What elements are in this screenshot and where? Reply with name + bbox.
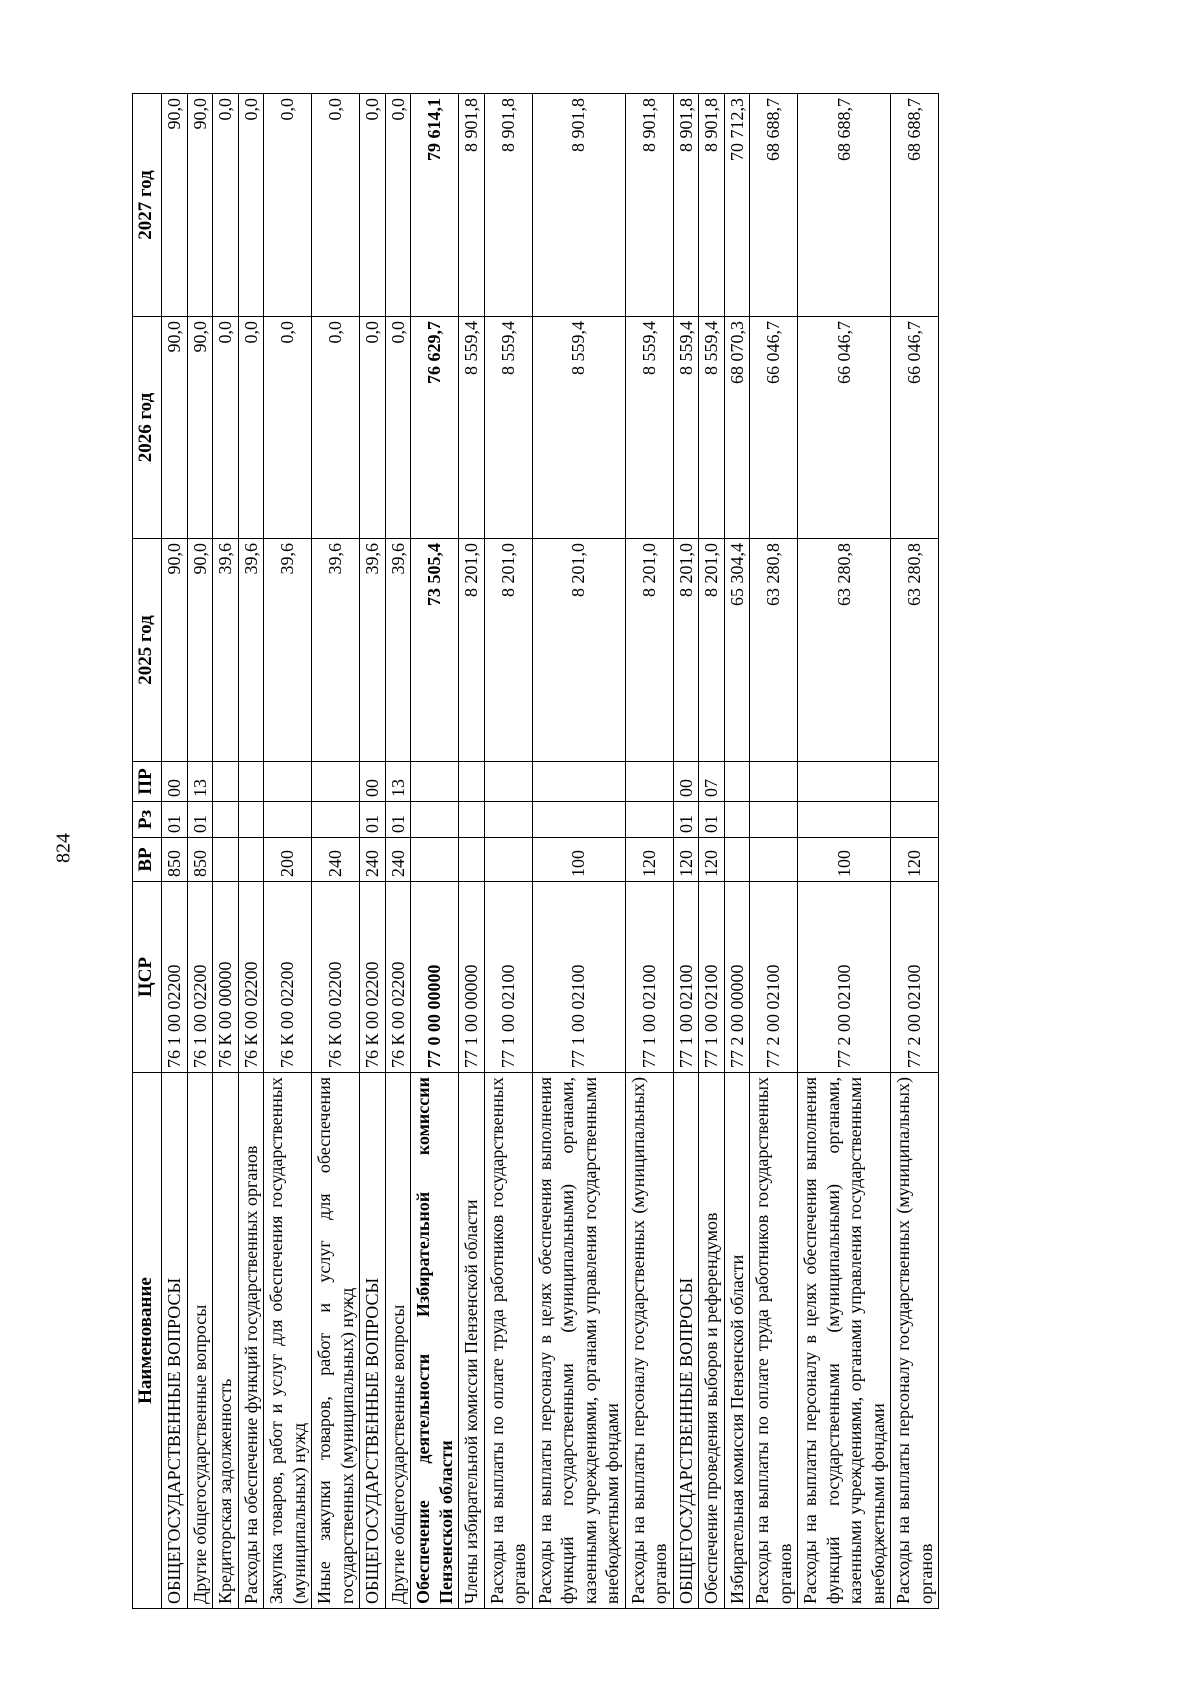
header-2025: 2025 год (133, 539, 162, 762)
cell-name: Другие общегосударственные вопросы (385, 1073, 411, 1609)
cell-csr: 77 2 00 02100 (891, 882, 939, 1073)
cell-pr: 00 (162, 762, 188, 802)
cell-y2027: 0,0 (312, 94, 360, 317)
cell-csr: 76 1 00 02200 (162, 882, 188, 1073)
table-row (162, 94, 188, 1609)
cell-y2025: 39,6 (213, 539, 239, 762)
cell-pr: 00 (673, 762, 699, 802)
header-vr: ВР (133, 838, 162, 882)
cell-rz (750, 802, 798, 838)
cell-y2025: 8 201,0 (699, 539, 725, 762)
cell-y2025: 90,0 (187, 539, 213, 762)
cell-y2027: 90,0 (187, 94, 213, 317)
cell-pr (798, 762, 891, 802)
cell-name: Избирательная комиссия Пензенской области (724, 1073, 750, 1609)
cell-rz: 01 (673, 802, 699, 838)
cell-vr: 850 (162, 838, 188, 882)
cell-y2026: 0,0 (264, 317, 312, 539)
cell-name: Расходы на обеспечение функций государственных органов (238, 1073, 264, 1609)
cell-name: Закупка товаров, работ и услуг для обеспечения государственных (муниципальных) нужд (264, 1073, 312, 1609)
cell-pr (724, 762, 750, 802)
cell-vr: 850 (187, 838, 213, 882)
cell-y2026: 0,0 (360, 317, 386, 539)
cell-y2025: 63 280,8 (798, 539, 891, 762)
cell-name: Обеспечение проведения выборов и референдумов (699, 1073, 725, 1609)
cell-csr: 77 0 00 00000 (411, 882, 459, 1073)
header-pr: ПР (133, 762, 162, 802)
cell-pr (213, 762, 239, 802)
cell-y2025: 63 280,8 (891, 539, 939, 762)
cell-pr (238, 762, 264, 802)
cell-vr: 100 (532, 838, 625, 882)
cell-y2027: 68 688,7 (798, 94, 891, 317)
cell-name: Расходы на выплаты по оплате труда работников государственных органов (484, 1073, 532, 1609)
cell-vr: 120 (891, 838, 939, 882)
cell-pr (532, 762, 625, 802)
cell-vr (484, 838, 532, 882)
table-body (162, 94, 939, 1609)
cell-pr (459, 762, 485, 802)
table-row (213, 94, 239, 1609)
cell-y2026: 66 046,7 (798, 317, 891, 539)
cell-csr: 77 1 00 00000 (459, 882, 485, 1073)
cell-vr: 120 (673, 838, 699, 882)
cell-rz (798, 802, 891, 838)
table-row (798, 94, 891, 1609)
cell-y2025: 8 201,0 (673, 539, 699, 762)
cell-vr (724, 838, 750, 882)
cell-vr: 240 (312, 838, 360, 882)
cell-y2025: 39,6 (264, 539, 312, 762)
cell-y2027: 0,0 (385, 94, 411, 317)
cell-name: Расходы на выплаты персоналу в целях обеспечения выполнения функций государственными (муниципальными) органами, казенными учреждениями, органами управления государственными внебюджетными фондами (532, 1073, 625, 1609)
table-row (750, 94, 798, 1609)
cell-pr: 00 (360, 762, 386, 802)
cell-pr (750, 762, 798, 802)
cell-vr (750, 838, 798, 882)
cell-y2026: 0,0 (213, 317, 239, 539)
cell-rz (411, 802, 459, 838)
cell-csr: 77 1 00 02100 (625, 882, 673, 1073)
cell-vr (411, 838, 459, 882)
cell-y2026: 8 559,4 (532, 317, 625, 539)
cell-rz: 01 (385, 802, 411, 838)
cell-pr (312, 762, 360, 802)
cell-csr: 76 К 00 02200 (264, 882, 312, 1073)
cell-y2025: 8 201,0 (484, 539, 532, 762)
cell-y2026: 76 629,7 (411, 317, 459, 539)
cell-pr: 13 (187, 762, 213, 802)
cell-name: Расходы на выплаты персоналу государственных (муниципальных) органов (891, 1073, 939, 1609)
cell-pr (625, 762, 673, 802)
cell-y2026: 66 046,7 (750, 317, 798, 539)
cell-y2027: 8 901,8 (699, 94, 725, 317)
cell-rz (264, 802, 312, 838)
table-row (360, 94, 386, 1609)
cell-pr (411, 762, 459, 802)
cell-name: Расходы на выплаты по оплате труда работников государственных органов (750, 1073, 798, 1609)
cell-y2025: 39,6 (360, 539, 386, 762)
header-name: Наименование (133, 1073, 162, 1609)
header-2026: 2026 год (133, 317, 162, 539)
table-row (238, 94, 264, 1609)
cell-name: Обеспечение деятельности Избирательной комиссии Пензенской области (411, 1073, 459, 1609)
cell-y2027: 8 901,8 (673, 94, 699, 317)
cell-csr: 76 К 00 02200 (385, 882, 411, 1073)
cell-csr: 76 К 00 00000 (213, 882, 239, 1073)
cell-name: ОБЩЕГОСУДАРСТВЕННЫЕ ВОПРОСЫ (360, 1073, 386, 1609)
cell-pr (891, 762, 939, 802)
cell-y2027: 8 901,8 (484, 94, 532, 317)
table-header-row (133, 94, 162, 1609)
cell-y2027: 70 712,3 (724, 94, 750, 317)
cell-name: Другие общегосударственные вопросы (187, 1073, 213, 1609)
cell-y2026: 66 046,7 (891, 317, 939, 539)
cell-csr: 77 1 00 02100 (484, 882, 532, 1073)
cell-pr: 07 (699, 762, 725, 802)
cell-y2025: 8 201,0 (532, 539, 625, 762)
cell-rz (238, 802, 264, 838)
cell-rz (312, 802, 360, 838)
cell-y2027: 79 614,1 (411, 94, 459, 317)
cell-vr (213, 838, 239, 882)
cell-vr: 120 (625, 838, 673, 882)
header-2027: 2027 год (133, 94, 162, 317)
cell-y2025: 8 201,0 (625, 539, 673, 762)
cell-rz (532, 802, 625, 838)
cell-csr: 77 1 00 02100 (673, 882, 699, 1073)
cell-y2025: 73 505,4 (411, 539, 459, 762)
table-row (459, 94, 485, 1609)
cell-y2027: 0,0 (264, 94, 312, 317)
cell-csr: 77 2 00 02100 (798, 882, 891, 1073)
table-row (187, 94, 213, 1609)
cell-y2027: 8 901,8 (625, 94, 673, 317)
cell-vr (459, 838, 485, 882)
cell-rz: 01 (360, 802, 386, 838)
table-row (312, 94, 360, 1609)
cell-y2026: 0,0 (238, 317, 264, 539)
table-row (532, 94, 625, 1609)
cell-rz (213, 802, 239, 838)
cell-y2026: 8 559,4 (699, 317, 725, 539)
cell-y2025: 90,0 (162, 539, 188, 762)
cell-rz (891, 802, 939, 838)
cell-pr: 13 (385, 762, 411, 802)
cell-name: Расходы на выплаты персоналу в целях обеспечения выполнения функций государственными (муниципальными) органами, казенными учреждениями, органами управления государственными внебюджетными фондами (798, 1073, 891, 1609)
rotated-table-container (132, 94, 1067, 1609)
page-number: 824 (52, 833, 75, 863)
table-row (724, 94, 750, 1609)
cell-name: Члены избирательной комиссии Пензенской области (459, 1073, 485, 1609)
cell-vr: 240 (385, 838, 411, 882)
header-csr: ЦСР (133, 882, 162, 1073)
cell-vr (238, 838, 264, 882)
table-row (385, 94, 411, 1609)
cell-csr: 77 2 00 00000 (724, 882, 750, 1073)
table-row (264, 94, 312, 1609)
cell-y2026: 8 559,4 (484, 317, 532, 539)
cell-y2027: 0,0 (238, 94, 264, 317)
cell-name: Иные закупки товаров, работ и услуг для обеспечения государственных (муниципальных) нужд (312, 1073, 360, 1609)
cell-pr (484, 762, 532, 802)
cell-rz: 01 (162, 802, 188, 838)
cell-csr: 76 1 00 02200 (187, 882, 213, 1073)
cell-vr: 120 (699, 838, 725, 882)
budget-table (132, 93, 939, 1609)
cell-vr: 200 (264, 838, 312, 882)
cell-rz (724, 802, 750, 838)
table-row (673, 94, 699, 1609)
cell-y2026: 90,0 (162, 317, 188, 539)
cell-y2026: 8 559,4 (673, 317, 699, 539)
table-row (699, 94, 725, 1609)
cell-y2025: 63 280,8 (750, 539, 798, 762)
cell-csr: 77 1 00 02100 (699, 882, 725, 1073)
cell-csr: 76 К 00 02200 (360, 882, 386, 1073)
cell-name: ОБЩЕГОСУДАРСТВЕННЫЕ ВОПРОСЫ (162, 1073, 188, 1609)
cell-y2026: 8 559,4 (625, 317, 673, 539)
cell-csr: 76 К 00 02200 (238, 882, 264, 1073)
table-row (625, 94, 673, 1609)
cell-rz (625, 802, 673, 838)
cell-y2026: 0,0 (385, 317, 411, 539)
cell-y2027: 8 901,8 (459, 94, 485, 317)
cell-name: Кредиторская задолженность (213, 1073, 239, 1609)
cell-rz: 01 (699, 802, 725, 838)
cell-y2025: 39,6 (385, 539, 411, 762)
cell-rz: 01 (187, 802, 213, 838)
cell-y2025: 39,6 (312, 539, 360, 762)
cell-pr (264, 762, 312, 802)
table-row (891, 94, 939, 1609)
cell-y2026: 90,0 (187, 317, 213, 539)
cell-y2025: 39,6 (238, 539, 264, 762)
cell-vr: 240 (360, 838, 386, 882)
cell-vr: 100 (798, 838, 891, 882)
cell-y2027: 68 688,7 (891, 94, 939, 317)
cell-y2025: 65 304,4 (724, 539, 750, 762)
cell-csr: 77 1 00 02100 (532, 882, 625, 1073)
cell-csr: 76 К 00 02200 (312, 882, 360, 1073)
table-row (411, 94, 459, 1609)
cell-name: Расходы на выплаты персоналу государственных (муниципальных) органов (625, 1073, 673, 1609)
cell-y2027: 68 688,7 (750, 94, 798, 317)
cell-y2027: 90,0 (162, 94, 188, 317)
cell-y2027: 0,0 (360, 94, 386, 317)
cell-rz (459, 802, 485, 838)
cell-y2026: 0,0 (312, 317, 360, 539)
cell-y2027: 8 901,8 (532, 94, 625, 317)
cell-y2025: 8 201,0 (459, 539, 485, 762)
cell-rz (484, 802, 532, 838)
cell-y2026: 8 559,4 (459, 317, 485, 539)
cell-y2027: 0,0 (213, 94, 239, 317)
table-row (484, 94, 532, 1609)
cell-name: ОБЩЕГОСУДАРСТВЕННЫЕ ВОПРОСЫ (673, 1073, 699, 1609)
header-rz: Рз (133, 802, 162, 838)
cell-y2026: 68 070,3 (724, 317, 750, 539)
cell-csr: 77 2 00 02100 (750, 882, 798, 1073)
